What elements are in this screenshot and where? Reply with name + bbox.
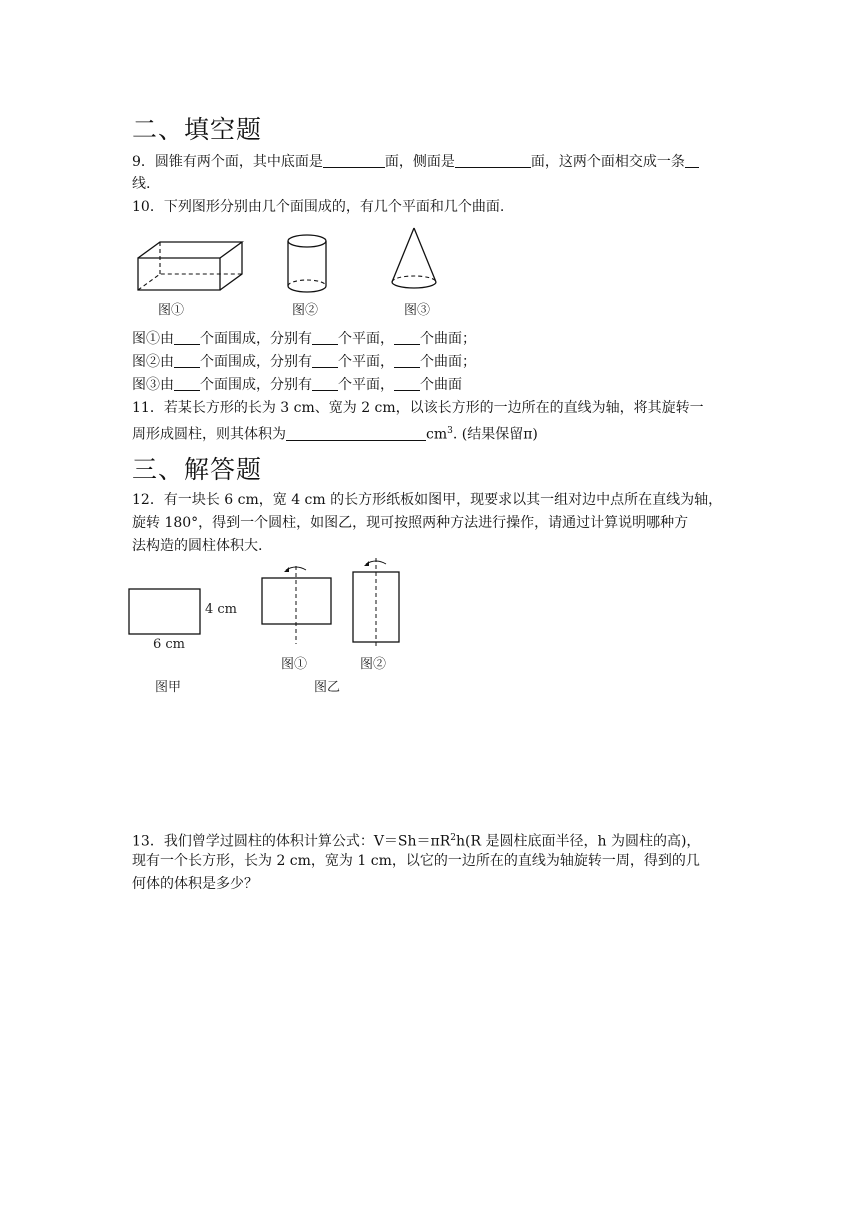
section-title-fill-in: 二、填空题 <box>132 115 263 144</box>
row-text: 个面围成，分别有 <box>200 331 312 347</box>
q11-sup: 3 <box>447 426 453 436</box>
cuboid-figure <box>134 240 250 300</box>
rotation-figure-2 <box>350 556 402 652</box>
row-text: 图②由 <box>132 354 174 370</box>
q9-text-4: 线. <box>132 176 151 192</box>
row-text: 个平面， <box>338 354 394 370</box>
answer-blank[interactable] <box>394 354 420 368</box>
answer-blank[interactable] <box>174 354 200 368</box>
row-text: 图③由 <box>132 377 174 393</box>
q10-row-2 <box>132 353 476 371</box>
caption-yi-fig2: 图② <box>360 657 387 672</box>
row-text: 图①由 <box>132 331 174 347</box>
q13-text-b: h(R 是圆柱底面半径，h 为圆柱的高)， <box>456 833 701 850</box>
q10-row-3 <box>132 376 462 394</box>
row-text: 个平面， <box>338 331 394 347</box>
question-13-line-1 <box>132 829 700 851</box>
label-height: 4 cm <box>205 602 238 617</box>
caption-jia: 图甲 <box>155 680 182 695</box>
row-text: 个曲面； <box>420 331 476 347</box>
question-12-line-3: 法构造的圆柱体积大. <box>132 538 263 554</box>
q9-text-1: 9．圆锥有两个面，其中底面是 <box>132 154 323 170</box>
answer-blank[interactable] <box>394 377 420 391</box>
answer-blank[interactable] <box>174 377 200 391</box>
q11-text: 周形成圆柱，则其体积为 <box>132 426 286 443</box>
q11-note: . (结果保留π) <box>452 426 538 443</box>
question-13-line-3: 何体的体积是多少？ <box>132 876 258 892</box>
question-9 <box>132 153 699 171</box>
answer-blank[interactable] <box>323 154 385 168</box>
question-10: 10．下列图形分别由几个面围成的，有几个平面和几个曲面. <box>132 199 505 215</box>
caption-fig1: 图① <box>158 303 185 318</box>
answer-blank[interactable] <box>286 427 426 441</box>
q13-text: 13．我们曾学过圆柱的体积计算公式：V＝Sh＝πR <box>132 833 451 850</box>
question-11-line-1: 11．若某长方形的长为 3 cm、宽为 2 cm，以该长方形的一边所在的直线为轴，将其旋转一 <box>132 400 704 416</box>
rectangle-figure-jia <box>128 588 202 640</box>
q10-row-1 <box>132 330 476 348</box>
cylinder-figure <box>284 232 330 300</box>
answer-blank[interactable] <box>312 331 338 345</box>
caption-fig2: 图② <box>292 303 319 318</box>
label-width: 6 cm <box>153 637 186 652</box>
answer-blank[interactable] <box>312 354 338 368</box>
q9-text-2: 面，侧面是 <box>384 154 455 170</box>
caption-fig3: 图③ <box>404 303 431 318</box>
row-text: 个曲面 <box>420 377 462 393</box>
answer-blank[interactable] <box>685 154 699 168</box>
cone-figure <box>388 226 440 298</box>
rotation-figure-1 <box>258 562 334 650</box>
row-text: 个平面， <box>338 377 394 393</box>
caption-yi: 图乙 <box>314 680 341 695</box>
q11-unit: cm <box>426 426 448 443</box>
section-title-answer: 三、解答题 <box>132 455 263 484</box>
q13-sup: 2 <box>450 833 457 843</box>
row-text: 个面围成，分别有 <box>200 354 312 370</box>
q9-text-3: 面，这两个面相交成一条 <box>530 154 685 170</box>
question-12-line-1: 12．有一块长 6 cm，宽 4 cm 的长方形纸板如图甲，现要求以其一组对边中点所在直线为轴， <box>132 492 723 508</box>
question-12-line-2: 旋转 180°，得到一个圆柱，如图乙，现可按照两种方法进行操作，请通过计算说明哪种方 <box>132 515 689 531</box>
answer-blank[interactable] <box>455 154 531 168</box>
row-text: 个面围成，分别有 <box>200 377 312 393</box>
question-11-line-2 <box>132 422 538 444</box>
answer-blank[interactable] <box>394 331 420 345</box>
answer-blank[interactable] <box>312 377 338 391</box>
caption-yi-fig1: 图① <box>281 657 308 672</box>
row-text: 个曲面； <box>420 354 476 370</box>
answer-blank[interactable] <box>174 331 200 345</box>
question-13-line-2: 现有一个长方形，长为 2 cm，宽为 1 cm，以它的一边所在的直线为轴旋转一周，得到的几 <box>132 853 700 869</box>
